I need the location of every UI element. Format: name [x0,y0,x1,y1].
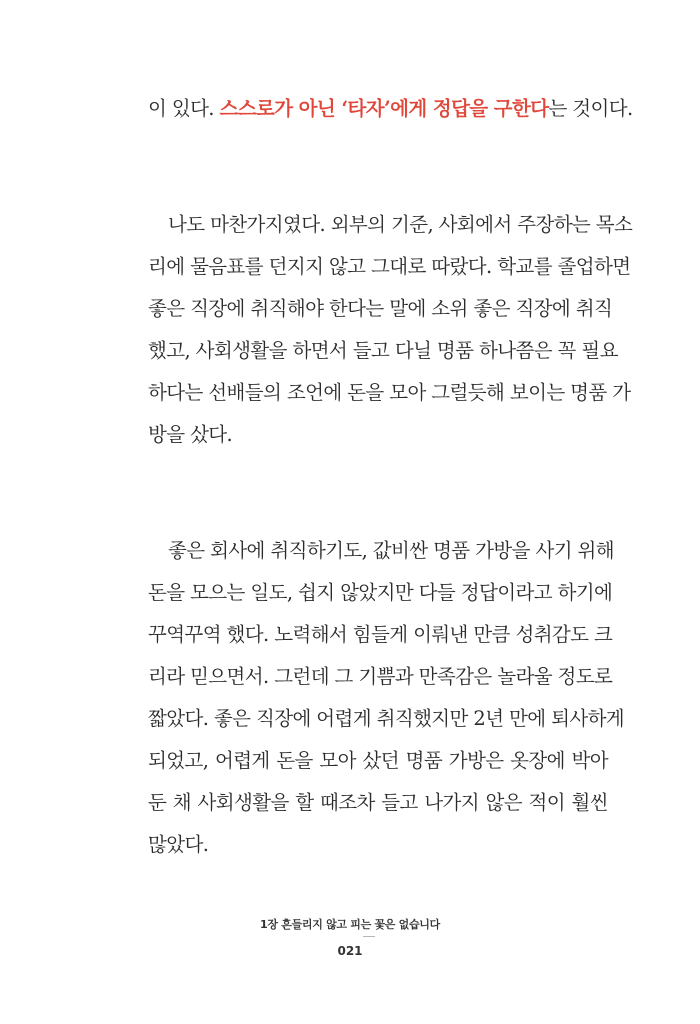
paragraph-line: 나도 마찬가지였다. 외부의 기준, 사회에서 주장하는 목소 [168,213,633,236]
chapter-title: 1장 흔들리지 않고 피는 꽃은 없습니다 [260,918,440,931]
paragraph-line: 했고, 사회생활을 하면서 들고 다닐 명품 하나쯤은 꼭 필요 [148,339,618,362]
paragraph-2 [148,530,625,866]
page-number: 021 [337,944,363,958]
intro-line [148,88,633,130]
intro-before: 이 있다. [148,97,220,120]
paragraph-1 [148,204,633,456]
paragraph-line: 방을 샀다. [148,423,233,446]
paragraph-line: 하다는 선배들의 조언에 돈을 모아 그럴듯해 보이는 명품 가 [148,381,631,404]
paragraph-line: 좋은 회사에 취직하기도, 값비싼 명품 가방을 사기 위해 [168,539,615,562]
paragraph-line: 많았다. [148,833,209,856]
intro-after: 는 것이다. [548,97,633,120]
paragraph-line: 돈을 모으는 일도, 쉽지 않았지만 다들 정답이라고 하기에 [148,581,613,604]
paragraph-line: 짧았다. 좋은 직장에 어렵게 취직했지만 2년 만에 퇴사하게 [148,707,625,730]
paragraph-line: 되었고, 어렵게 돈을 모아 샀던 명품 가방은 옷장에 박아 [148,749,608,772]
paragraph-gap [148,130,608,204]
body-text [148,88,633,866]
paragraph-line: 리라 믿으면서. 그런데 그 기쁨과 만족감은 놀라울 정도로 [148,665,613,688]
paragraph-line: 좋은 직장에 취직해야 한다는 말에 소위 좋은 직장에 취직 [148,297,613,320]
paragraph-line: 둔 채 사회생활을 할 때조차 들고 나가지 않은 적이 훨씬 [148,791,608,814]
highlighted-phrase: 스스로가 아닌 ‘타자’에게 정답을 구한다 [219,97,549,120]
paragraph-line: 리에 물음표를 던지지 않고 그대로 따랐다. 학교를 졸업하면 [148,255,631,278]
paragraph-line: 꾸역꾸역 했다. 노력해서 힘들게 이뤄낸 만큼 성취감도 크 [148,623,613,646]
footer-divider [363,936,375,937]
paragraph-gap [148,456,608,530]
